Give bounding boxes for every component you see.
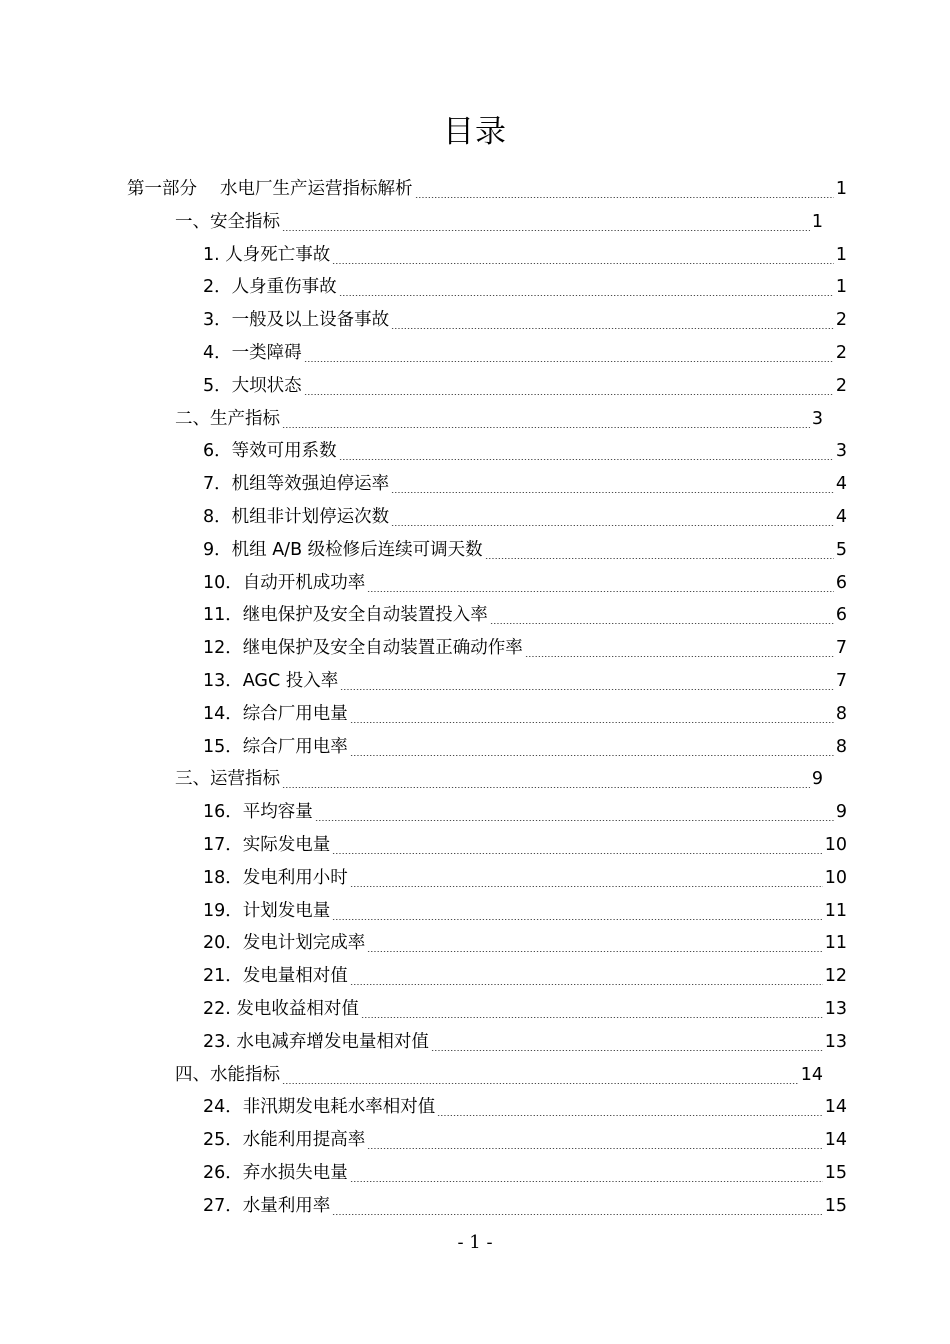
toc-entry-label: 4．一类障碍	[203, 343, 302, 363]
toc-entry-label: 23. 水电减弃增发电量相对值	[203, 1031, 429, 1052]
toc-dot-leader	[339, 459, 834, 460]
toc-dot-leader	[350, 984, 823, 985]
toc-entry-label: 第一部分 水电厂生产运营指标解析	[127, 179, 413, 199]
toc-entry-page: 1	[835, 179, 847, 199]
toc-entry-label: 17．实际发电量	[203, 835, 331, 855]
toc-entry-page: 7	[835, 671, 847, 691]
toc-entry[interactable]	[203, 468, 847, 501]
toc-entry[interactable]	[203, 927, 847, 960]
toc-entry-label: 9．机组 A/B 级检修后连续可调天数	[203, 539, 483, 560]
toc-entry[interactable]	[203, 1157, 847, 1190]
toc-entry-page: 2	[835, 343, 847, 363]
toc-entry-page: 14	[800, 1064, 823, 1085]
toc-entry-label: 7．机组等效强迫停运率	[203, 474, 390, 495]
toc-entry[interactable]	[203, 731, 847, 764]
toc-dot-leader	[315, 820, 834, 821]
toc-entry[interactable]	[203, 1190, 847, 1223]
toc-entry-label: 四、水能指标	[175, 1064, 280, 1085]
toc-entry-page: 1	[835, 277, 847, 298]
toc-entry-page: 6	[835, 605, 847, 626]
toc-dot-leader	[490, 623, 834, 624]
toc-entry-label: 三、运营指标	[175, 769, 280, 790]
toc-dot-leader	[391, 525, 834, 526]
page-number: - 1 -	[457, 1232, 493, 1253]
toc-entry-label: 13．AGC 投入率	[203, 671, 339, 691]
toc-entry[interactable]	[203, 1026, 847, 1059]
toc-entry-page: 13	[824, 1031, 847, 1052]
toc-entry-label: 22. 发电收益相对值	[203, 999, 359, 1019]
toc-entry-label: 二、生产指标	[175, 408, 280, 429]
toc-entry-label: 25．水能利用提高率	[203, 1130, 366, 1151]
toc-entry-page: 15	[824, 1163, 847, 1183]
toc-entry[interactable]	[203, 435, 847, 468]
toc-entry-page: 8	[835, 736, 847, 757]
toc-entry-label: 14．综合厂用电量	[203, 703, 348, 724]
toc-entry-label: 一、安全指标	[175, 211, 280, 232]
toc-dot-leader	[367, 591, 834, 592]
toc-entry-label: 11．继电保护及安全自动装置投入率	[203, 605, 488, 626]
toc-entry[interactable]	[203, 501, 847, 534]
toc-entry[interactable]	[175, 206, 823, 239]
toc-entry[interactable]	[203, 567, 847, 600]
toc-entry-label: 24．非汛期发电耗水率相对值	[203, 1097, 436, 1118]
toc-entry-page: 8	[835, 703, 847, 724]
toc-dot-leader	[282, 787, 810, 788]
toc-entry-label: 26．弃水损失电量	[203, 1163, 348, 1183]
toc-entry-page: 14	[824, 1097, 847, 1118]
toc-dot-leader	[415, 197, 834, 198]
toc-entry[interactable]	[203, 632, 847, 665]
toc-dot-leader	[282, 230, 810, 231]
toc-dot-leader	[431, 1050, 823, 1051]
toc-entry-label: 15．综合厂用电率	[203, 736, 348, 757]
toc-entry-page: 15	[824, 1195, 847, 1216]
toc-entry-label: 18．发电利用小时	[203, 867, 348, 888]
toc-dot-leader	[367, 1148, 822, 1149]
toc-dot-leader	[350, 722, 834, 723]
toc-entry-label: 12．继电保护及安全自动装置正确动作率	[203, 638, 523, 659]
toc-entry[interactable]	[203, 370, 847, 403]
toc-entry-page: 2	[835, 375, 847, 396]
toc-entry-page: 10	[824, 835, 847, 855]
toc-dot-leader	[350, 886, 823, 887]
toc-entry[interactable]	[203, 239, 847, 272]
toc-entry-page: 11	[824, 900, 847, 921]
toc-entry[interactable]	[203, 337, 847, 370]
toc-entry[interactable]	[203, 1091, 847, 1124]
toc-entry-page: 5	[835, 539, 847, 560]
toc-dot-leader	[361, 1017, 823, 1018]
toc-entry-page: 1	[811, 211, 823, 232]
toc-entry[interactable]	[175, 763, 823, 796]
toc-entry[interactable]	[203, 796, 847, 829]
toc-entry-page: 9	[835, 802, 847, 823]
toc-entry-label: 27．水量利用率	[203, 1195, 331, 1216]
toc-entry[interactable]	[203, 895, 847, 928]
toc-entry[interactable]	[203, 960, 847, 993]
toc-entry-page: 14	[824, 1130, 847, 1151]
toc-dot-leader	[332, 919, 822, 920]
toc-entry-page: 12	[824, 966, 847, 987]
toc-entry[interactable]	[203, 829, 847, 862]
toc-entry-page: 7	[835, 638, 847, 659]
toc-dot-leader	[332, 1214, 822, 1215]
toc-entry-label: 2．人身重伤事故	[203, 277, 337, 298]
page-title: 目录	[443, 114, 507, 150]
toc-entry[interactable]	[203, 1124, 847, 1157]
toc-entry-page: 2	[835, 310, 847, 331]
toc-entry-label: 1. 人身死亡事故	[203, 244, 331, 265]
toc-entry[interactable]	[203, 993, 847, 1026]
toc-entry-page: 3	[835, 441, 847, 462]
toc-entry-label: 6．等效可用系数	[203, 441, 337, 462]
toc-entry[interactable]	[203, 665, 847, 698]
toc-dot-leader	[437, 1115, 822, 1116]
toc-entry-label: 19．计划发电量	[203, 900, 331, 921]
toc-entry-page: 3	[811, 408, 823, 429]
toc-entry-page: 4	[835, 474, 847, 495]
toc-entry-label: 8．机组非计划停运次数	[203, 507, 390, 527]
toc-dot-leader	[350, 1181, 823, 1182]
toc-entry-label: 10．自动开机成功率	[203, 572, 366, 593]
toc-entry-page: 4	[835, 507, 847, 527]
toc-entry-page: 6	[835, 572, 847, 593]
toc-entry[interactable]	[175, 1059, 823, 1092]
toc-dot-leader	[332, 853, 822, 854]
toc-dot-leader	[304, 361, 834, 362]
toc-entry-page: 13	[824, 999, 847, 1019]
toc-dot-leader	[391, 492, 834, 493]
toc-dot-leader	[304, 394, 834, 395]
toc-dot-leader	[391, 328, 834, 329]
toc-dot-leader	[339, 295, 834, 296]
toc-dot-leader	[367, 951, 822, 952]
toc-entry[interactable]	[203, 304, 847, 337]
toc-dot-leader	[485, 558, 834, 559]
toc-entry[interactable]	[175, 403, 823, 436]
toc-entry-page: 11	[824, 933, 847, 954]
toc-dot-leader	[332, 263, 834, 264]
toc-entry-page: 10	[824, 867, 847, 888]
toc-entry[interactable]	[203, 271, 847, 304]
toc-entry-page: 1	[835, 244, 847, 265]
toc-dot-leader	[525, 656, 834, 657]
toc-entry-page: 9	[811, 769, 823, 790]
toc-entry-label: 3．一般及以上设备事故	[203, 310, 390, 331]
toc-dot-leader	[282, 427, 810, 428]
toc-entry-label: 5．大坝状态	[203, 375, 302, 396]
toc-entry[interactable]	[203, 599, 847, 632]
toc-entry[interactable]	[127, 173, 847, 206]
toc-dot-leader	[340, 689, 834, 690]
toc-dot-leader	[350, 755, 834, 756]
toc-entry[interactable]	[203, 862, 847, 895]
toc-entry-label: 16．平均容量	[203, 802, 313, 823]
toc-entry[interactable]	[203, 698, 847, 731]
toc-entry-label: 21．发电量相对值	[203, 966, 348, 987]
toc-entry[interactable]	[203, 534, 847, 567]
toc-entry-label: 20．发电计划完成率	[203, 933, 366, 954]
toc-dot-leader	[282, 1083, 799, 1084]
